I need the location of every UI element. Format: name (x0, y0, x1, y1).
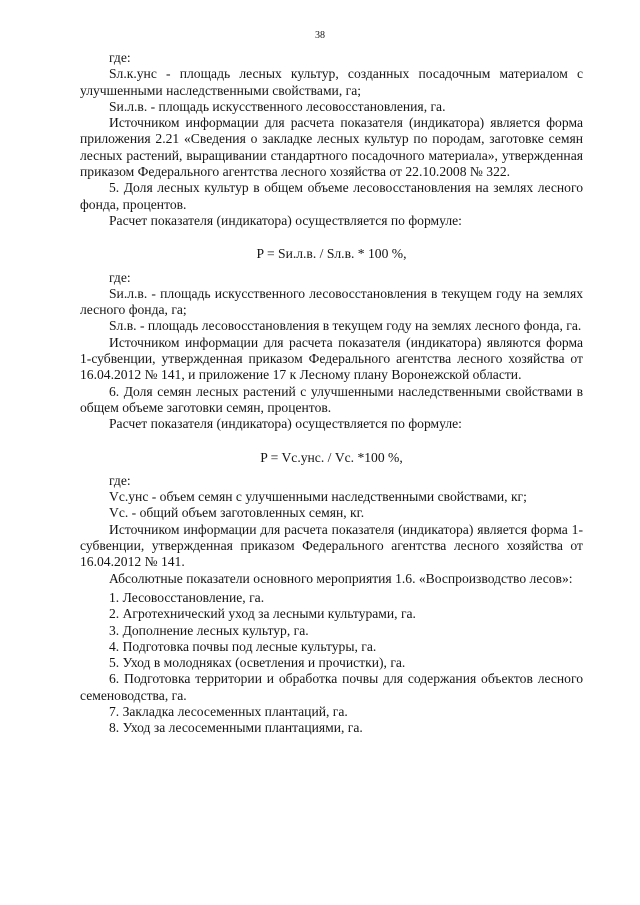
symbol: Sл.к.унс (109, 66, 157, 82)
source-paragraph: Источником информации для расчета показателя (индикатора) являются форма 1-субвенции, утвержденная приказом Федерального агентства лесного хозяйства от 16.04.2012 № 141, и приложение 17 к Лесному плану Воронежской области. (80, 334, 583, 383)
page-number: 38 (315, 30, 325, 41)
symbol: Vс.унс (109, 489, 149, 505)
symbol: Sл.в. (109, 318, 137, 334)
list-item: 4. Подготовка почвы под лесные культуры, га. (109, 638, 377, 654)
activities-heading: Абсолютные показатели основного мероприятия 1.6. «Воспроизводство лесов»: (109, 570, 573, 586)
source-paragraph: Источником информации для расчета показателя (индикатора) является форма приложения 2.21 «Сведения о закладке лесных культур по породам, заготовке семян лесных растений, выращивании стандартного посадочного материала», утвержденная приказом Федерального агентства лесного хозяйства от 22.10.2008 № 322. (80, 115, 583, 180)
indicator-heading: 6. Доля семян лесных растений с улучшенными наследственными свойствами в общем объеме заготовки семян, процентов. (80, 383, 583, 415)
definition-ilv (80, 286, 583, 319)
where-label: где: (109, 472, 131, 488)
where-label: где: (109, 50, 131, 65)
definition-text: - общий объем заготовленных семян, кг. (128, 505, 365, 521)
activities-list (80, 590, 583, 737)
symbol: Vс. (109, 505, 129, 521)
formula-intro: Расчет показателя (индикатора) осуществляется по формуле: (109, 416, 462, 432)
document-body (80, 50, 583, 737)
list-item: 1. Лесовосстановление, га. (109, 589, 265, 605)
indicator-heading: 5. Доля лесных культур в общем объеме лесовосстановления на землях лесного фонда, процентов. (80, 180, 583, 212)
definition-lv (80, 318, 583, 334)
definition-text: - площадь лесных культур, созданных посадочным материалом с улучшенными наследственными свойствами, га; (80, 66, 583, 98)
list-item: 8. Уход за лесосеменными плантациями, га. (109, 720, 363, 736)
where-label: где: (109, 269, 131, 285)
definition-lkuns (80, 66, 583, 99)
list-item: 6. Подготовка территории и обработка почвы для содержания объектов лесного семеноводства, га. (80, 671, 583, 703)
formula-intro: Расчет показателя (индикатора) осуществляется по формуле: (109, 212, 462, 228)
definition-vc (80, 505, 583, 521)
source-paragraph: Источником информации для расчета показателя (индикатора) является форма 1-субвенции, утвержденная приказом Федерального агентства лесного хозяйства от 16.04.2012 № 141. (80, 521, 583, 570)
formula: P = Vс.унс. / Vс. *100 %, (260, 449, 403, 465)
list-item: 2. Агротехнический уход за лесными культурами, га. (109, 606, 416, 622)
symbol: Sи.л.в. (109, 285, 148, 301)
list-item: 7. Закладка лесосеменных плантаций, га. (109, 703, 348, 719)
formula: P = Sи.л.в. / Sл.в. * 100 %, (256, 246, 407, 262)
list-item: 5. Уход в молодняках (осветления и прочистки), га. (109, 655, 406, 671)
list-item: 3. Дополнение лесных культур, га. (109, 622, 309, 638)
definition-text: - площадь искусственного лесовосстановления, га. (147, 98, 446, 114)
symbol: Sи.л.в. (109, 98, 148, 114)
definition-text: - площадь искусственного лесовосстановления в текущем году на землях лесного фонда, га; (80, 285, 583, 318)
definition-text: - объем семян с улучшенными наследственными свойствами, кг; (148, 489, 527, 505)
definition-text: - площадь лесовосстановления в текущем году на землях лесного фонда, га. (136, 318, 582, 334)
definition-ilv (80, 99, 583, 115)
definition-vcuns (80, 489, 583, 505)
